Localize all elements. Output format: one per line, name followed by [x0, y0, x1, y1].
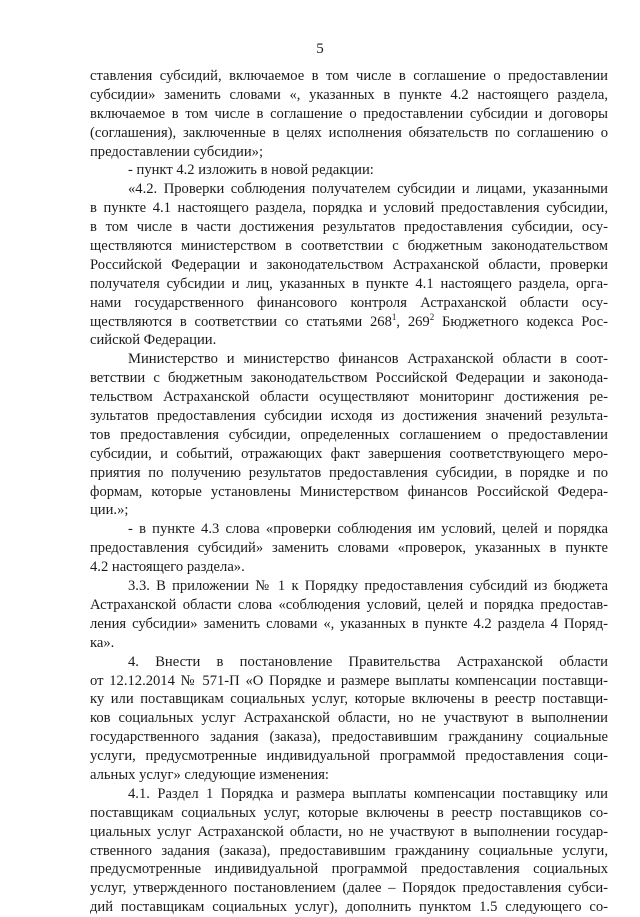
text-line: ветствии с бюджетным законодательством Российской Федерации и законода- — [90, 370, 608, 387]
text-line: ления субсидии» заменить словами «, указанных в пункте 4.2 раздела 4 Поряд- — [90, 615, 608, 632]
text-line: в том числе в части достижения результатов предоставления субсидии, осу- — [90, 219, 608, 236]
text-line: 3.3. В приложении № 1 к Порядку предоставления субсидий из бюджета — [128, 578, 608, 595]
text-line: поставщикам социальных услуг, которые включены в реестр поставщиков со- — [90, 804, 608, 821]
text-line: - пункт 4.2 изложить в новой редакции: — [128, 162, 374, 179]
document-body — [90, 67, 608, 917]
text-line: Российской Федерации и законодательством Астраханской области, проверки — [90, 256, 608, 273]
text-line: государственного задания (заказа), предоставившим гражданину социальные — [90, 729, 608, 746]
text-line: услуги, предусмотренные индивидуальной программой предоставления соци- — [90, 748, 608, 765]
text-line: ции.»; — [90, 502, 129, 519]
text-line: 4.2 настоящего раздела». — [90, 559, 245, 576]
text-line: ку или поставщикам социальных услуг, которые включены в реестр поставщи- — [90, 691, 608, 708]
text-line: тов предоставления субсидии, определенных соглашением о предоставлении — [90, 426, 608, 443]
text-line: 4. Внести в постановление Правительства Астраханской области — [128, 653, 608, 670]
text-line: ществляются в соответствии со статьями $268^1$, $269^2$ Бюджетного кодекса Рос- — [90, 311, 608, 330]
text-line: (соглашения), заключенные в целях исполнения обязательств по соглашению о — [90, 124, 608, 141]
text-line: предусмотренные индивидуальной программой предоставления социальных — [90, 861, 608, 878]
text-line: циальных услуг Астраханской области, но не участвуют в выполнении государ- — [90, 823, 608, 840]
text-line: «4.2. Проверки соблюдения получателем субсидии и лицами, указанными — [128, 181, 608, 198]
text-line: зультатов предоставления субсидии исходя из достижения значений результа- — [90, 408, 608, 425]
text-line: приятия по получению результатов предоставления субсидии, в порядке и по — [90, 464, 608, 481]
text-line: - в пункте 4.3 слова «проверки соблюдения им условий, целей и порядка — [128, 521, 608, 538]
text-line: нами государственного финансового контроля Астраханской области осу- — [90, 294, 608, 311]
text-line: субсидии, и событий, отражающих факт завершения соответствующего меро- — [90, 445, 608, 462]
text-line: альных услуг» следующие изменения: — [90, 766, 329, 783]
text-line: Астраханской области слова «соблюдения условий, целей и порядка предостав- — [90, 596, 608, 613]
text-line: сийской Федерации. — [90, 332, 217, 349]
text-line: тельством Астраханской области осуществляют мониторинг достижения ре- — [90, 389, 608, 406]
text-line: услуг, утвержденного постановлением (далее – Порядок предоставления субси- — [90, 880, 608, 897]
text-line: предоставлении субсидии»; — [90, 143, 264, 160]
text-line: включаемое в том числе в соглашение о предоставлении субсидии и договоры — [90, 105, 608, 122]
text-line: субсидии» заменить словами «, указанных в пункте 4.2 настоящего раздела, — [90, 86, 608, 103]
text-line: Министерство и министерство финансов Астраханской области в соот- — [128, 351, 608, 368]
text-line: 4.1. Раздел 1 Порядка и размера выплаты компенсации поставщику или — [128, 785, 608, 802]
text-line: дий поставщикам социальных услуг), дополнить пунктом 1.5 следующего со- — [90, 899, 608, 916]
text-line: ставления субсидий, включаемое в том числе в соглашение о предоставлении — [90, 68, 608, 84]
text-line: ков социальных услуг Астраханской области, но не участвуют в выполнении — [90, 710, 608, 727]
text-line: в пункте 4.1 настоящего раздела, порядка и условий предоставления субсидии, — [90, 200, 608, 217]
text-line: формам, которые установлены Министерством финансов Российской Федера- — [90, 483, 608, 500]
text-line: ществляются министерством в соответствии с бюджетным законодательством — [90, 238, 608, 255]
text-line: от 12.12.2014 № 571-П «О Порядке и размере выплаты компенсации поставщи- — [90, 672, 608, 689]
text-line: ка». — [90, 634, 115, 651]
text-line: получателя субсидии и лиц, указанных в пункте 4.1 настоящего раздела, орга- — [90, 275, 608, 292]
text-line: ственного задания (заказа), предоставившим гражданину социальные услуги, — [90, 842, 608, 859]
text-line: предоставления субсидий» заменить словами «проверок, указанных в пункте — [90, 540, 608, 557]
page-number: 5 — [316, 41, 324, 57]
